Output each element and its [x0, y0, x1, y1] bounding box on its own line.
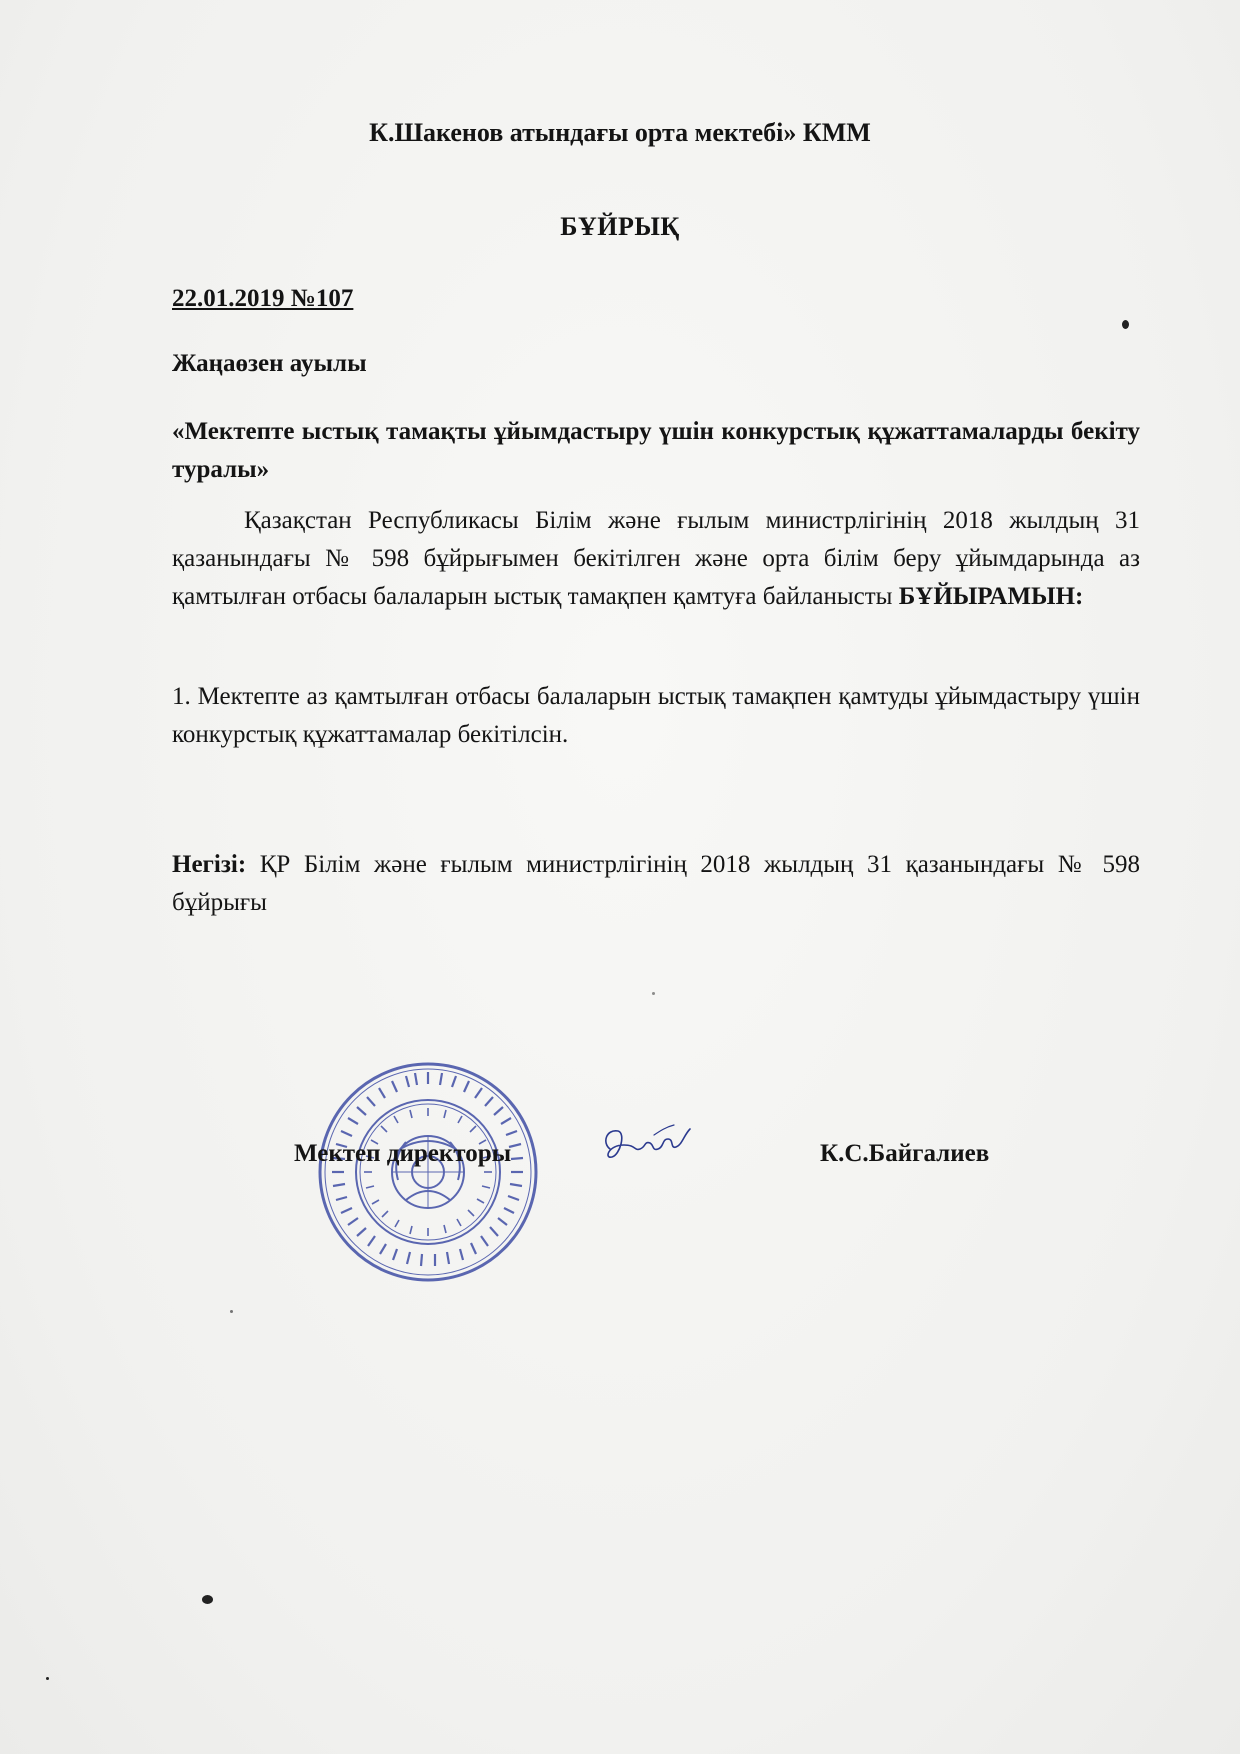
preamble-text: Қазақстан Республикасы Білім және ғылым министрлігінің 2018 жылдың 31 қазанындағы № 598 бұйрығымен бекітілген және орта білім беру ұйымдарында аз қамтылған отбасы балаларын ыстық тамақпен қамтуға байланысты [172, 507, 1140, 610]
order-word: БҰЙЫРАМЫН: [898, 583, 1084, 610]
signature-row [0, 1140, 1240, 1180]
document-place: Жаңаөзен ауылы [172, 350, 367, 377]
document-basis [172, 846, 1140, 922]
organization-header: К.Шакенов атындағы орта мектебі» КММ [369, 118, 871, 147]
document-type-title: БҰЙРЫҚ [560, 212, 680, 241]
signatory-position: Мектеп директоры [294, 1140, 512, 1167]
scan-speck [1122, 320, 1129, 329]
document-subject: «Мектепте ыстық тамақты ұйымдастыру үшін конкурстық құжаттамаларды бекіту туралы» [172, 418, 1140, 483]
document-preamble [172, 502, 1140, 616]
order-item-1: 1. Мектепте аз қамтылған отбасы балаларын ыстық тамақпен қамтуды ұйымдастыру үшін конкурстық құжаттамалар бекітілсін. [172, 683, 1140, 748]
basis-text: ҚР Білім және ғылым министрлігінің 2018 жылдың 31 қазанындағы № 598 бұйрығы [172, 851, 1140, 916]
document-date-number: 22.01.2019 №107 [172, 285, 354, 312]
signatory-name: К.С.Байгалиев [820, 1140, 990, 1167]
scan-speck [46, 1677, 49, 1680]
scan-speck [202, 1595, 213, 1604]
basis-label: Негізі: [172, 851, 247, 878]
scan-speck [652, 992, 655, 995]
scan-speck [230, 1310, 233, 1313]
